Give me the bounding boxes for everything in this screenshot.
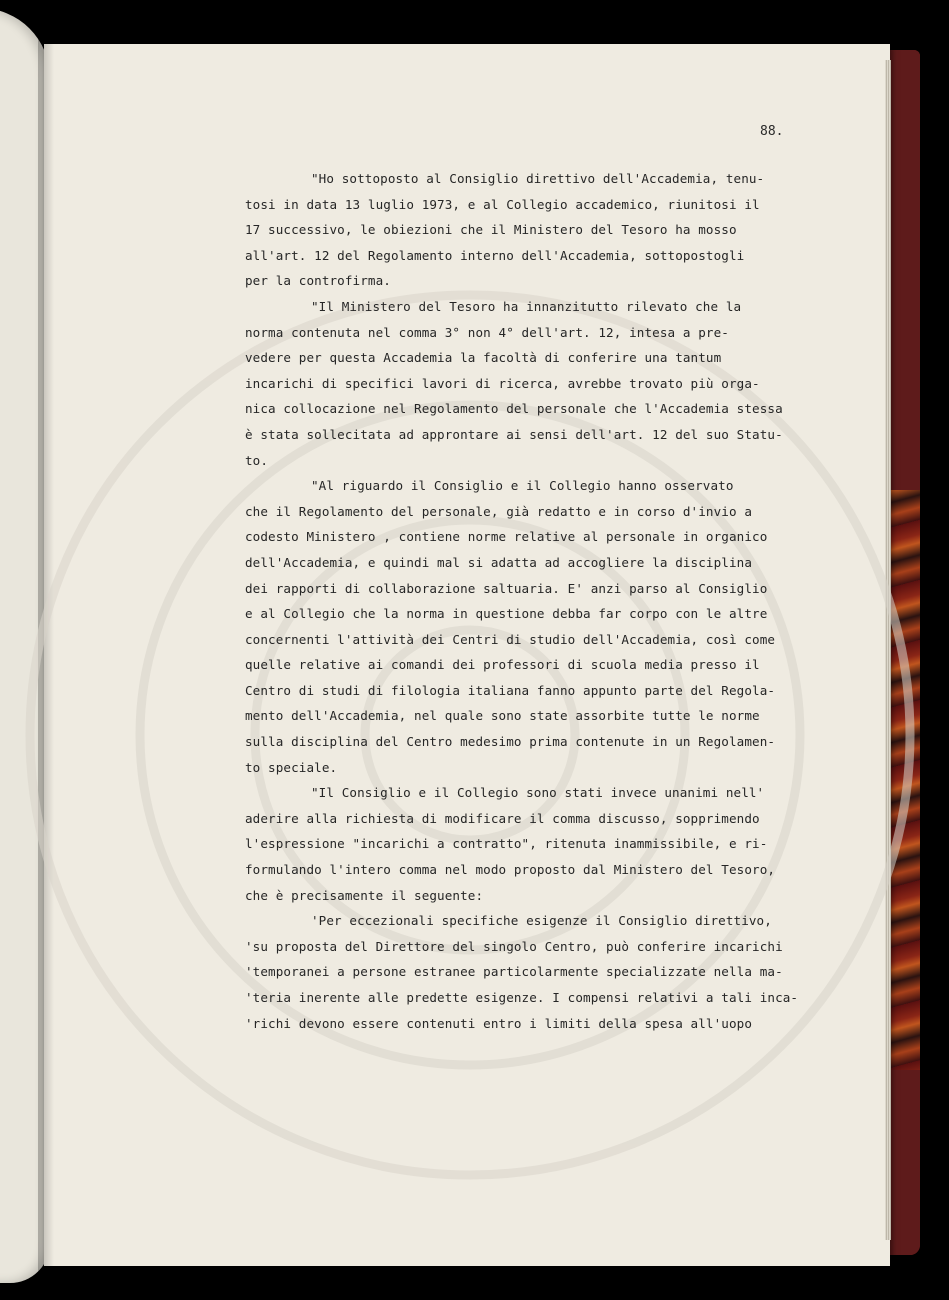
text-line: che il Regolamento del personale, già redatto e in corso d'invio a xyxy=(245,503,753,519)
text-line: all'art. 12 del Regolamento interno dell'Accademia, sottopostogli xyxy=(245,247,745,263)
text-line: per la controfirma. xyxy=(245,273,391,289)
text-line: vedere per questa Accademia la facoltà di conferire una tantum xyxy=(245,350,722,366)
text-line: incarichi di specifici lavori di ricerca, avrebbe trovato più orga- xyxy=(245,375,760,391)
text-line: sulla disciplina del Centro medesimo prima contenute in un Regolamen- xyxy=(245,734,776,750)
text-line: formulando l'intero comma nel modo proposto dal Ministero del Tesoro, xyxy=(245,862,776,878)
text-line: è stata sollecitata ad approntare ai sensi dell'art. 12 del suo Statu- xyxy=(245,426,783,442)
text-line: che è precisamente il seguente: xyxy=(245,887,484,903)
spine-shadow xyxy=(38,20,54,1275)
text-line: "Al riguardo il Consiglio e il Collegio hanno osservato xyxy=(311,478,734,494)
text-line: 'su proposta del Direttore del singolo Centro, può conferire incarichi xyxy=(245,938,783,954)
text-line: nica collocazione nel Regolamento del personale che l'Accademia stessa xyxy=(245,401,783,417)
typed-letter-body xyxy=(245,166,805,1036)
text-line: 'Per eccezionali specifiche esigenze il Consiglio direttivo, xyxy=(311,913,772,929)
text-line: dell'Accademia, e quindi mal si adatta ad accogliere la disciplina xyxy=(245,554,753,570)
text-line: dei rapporti di collaborazione saltuaria. E' anzi parso al Consiglio xyxy=(245,580,768,596)
text-line: concernenti l'attività dei Centri di studio dell'Accademia, così come xyxy=(245,631,776,647)
text-line: mento dell'Accademia, nel quale sono state assorbite tutte le norme xyxy=(245,708,760,724)
text-line: norma contenuta nel comma 3° non 4° dell'art. 12, intesa a pre- xyxy=(245,324,729,340)
text-line: to. xyxy=(245,452,269,468)
text-line: tosi in data 13 luglio 1973, e al Collegio accademico, riunitosi il xyxy=(245,196,760,212)
text-line: "Il Consiglio e il Collegio sono stati invece unanimi nell' xyxy=(311,785,765,801)
text-line: aderire alla richiesta di modificare il comma discusso, sopprimendo xyxy=(245,810,760,826)
text-line: 'richi devono essere contenuti entro i limiti della spesa all'uopo xyxy=(245,1015,753,1031)
text-line: 'temporanei a persone estranee particolarmente specializzate nella ma- xyxy=(245,964,783,980)
text-line: codesto Ministero , contiene norme relative al personale in organico xyxy=(245,529,768,545)
text-line: 'teria inerente alle predette esigenze. I compensi relativi a tali inca- xyxy=(245,990,799,1005)
text-line: "Il Ministero del Tesoro ha innanzitutto rilevato che la xyxy=(311,298,742,314)
page-stack-edge xyxy=(885,60,891,1240)
text-line: to speciale. xyxy=(245,759,338,775)
text-line: e al Collegio che la norma in questione debba far corpo con le altre xyxy=(245,606,768,622)
text-line: 17 successivo, le obiezioni che il Ministero del Tesoro ha mosso xyxy=(245,222,737,238)
text-line: Centro di studi di filologia italiana fanno appunto parte del Regola- xyxy=(245,682,776,698)
text-line: quelle relative ai comandi dei professori di scuola media presso il xyxy=(245,657,760,673)
text-line: l'espressione "incarichi a contratto", ritenuta inammissibile, e ri- xyxy=(245,836,768,852)
page-number: 88. xyxy=(760,124,784,139)
text-line: "Ho sottoposto al Consiglio direttivo dell'Accademia, tenu- xyxy=(311,171,765,186)
